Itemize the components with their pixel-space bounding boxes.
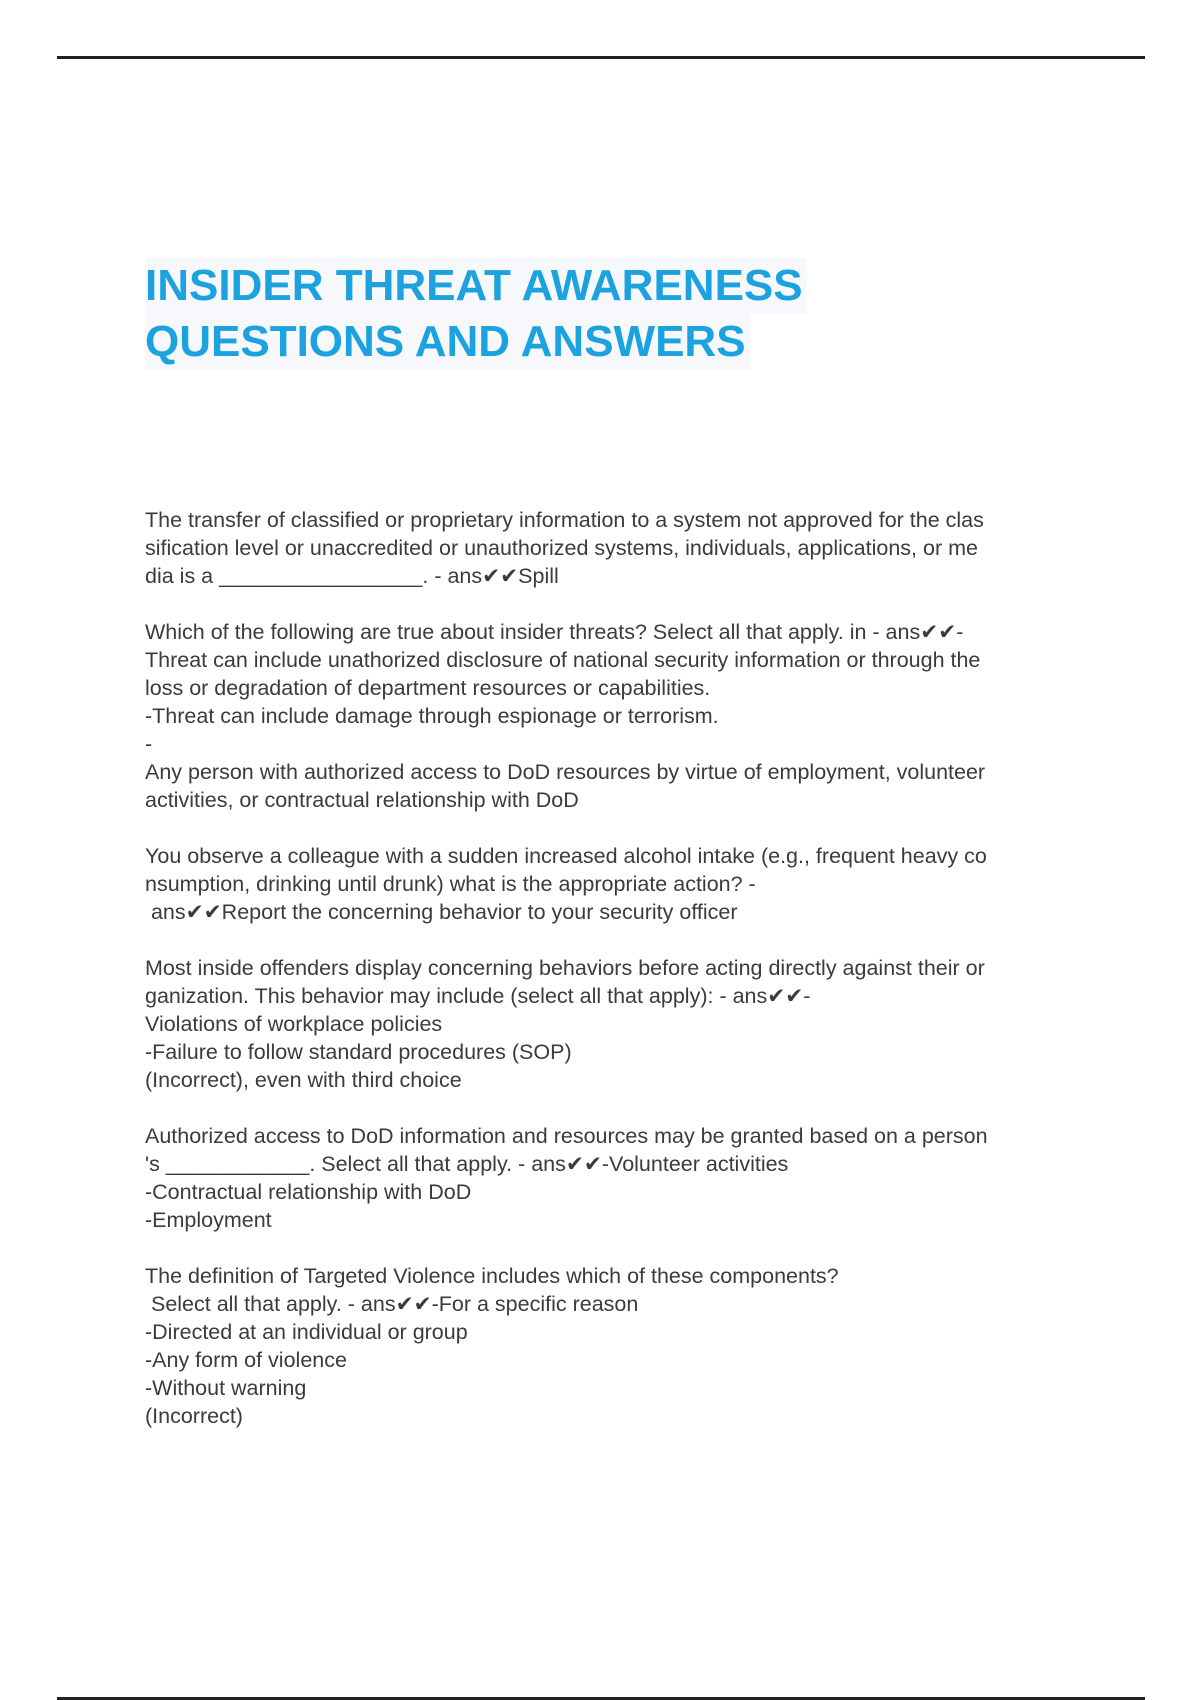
document-title [145,258,807,370]
qa-item-concerning-behaviors [145,954,1095,1094]
qa-line: dia is a _________________. - ans✔✔Spill [145,564,559,588]
qa-line: activities, or contractual relationship with DoD [145,788,579,812]
qa-line: -Contractual relationship with DoD [145,1180,472,1204]
qa-line: ans✔✔Report the concerning behavior to your security officer [145,900,738,924]
qa-line: (Incorrect), even with third choice [145,1068,462,1092]
qa-line: Violations of workplace policies [145,1012,443,1036]
qa-line: Which of the following are true about insider threats? Select all that apply. in - ans✔✔- [145,620,964,644]
qa-line: Any person with authorized access to DoD resources by virtue of employment, volunteer [145,760,986,784]
qa-item-targeted-violence [145,1262,1095,1430]
qa-line: -Directed at an individual or group [145,1320,468,1344]
qa-line: Authorized access to DoD information and resources may be granted based on a person [145,1124,988,1148]
qa-line: The definition of Targeted Violence includes which of these components? [145,1264,839,1288]
qa-line: The transfer of classified or proprietary information to a system not approved for the clas [145,508,984,532]
qa-line: loss or degradation of department resources or capabilities. [145,676,711,700]
qa-line: -Employment [145,1208,272,1232]
qa-line: Most inside offenders display concerning behaviors before acting directly against their or [145,956,985,980]
qa-line: -Any form of violence [145,1348,347,1372]
qa-line: ganization. This behavior may include (select all that apply): - ans✔✔- [145,984,811,1008]
header-rule [57,56,1145,59]
qa-line: Threat can include unathorized disclosure of national security information or through the [145,648,981,672]
document-title-line-2: QUESTIONS AND ANSWERS [145,314,750,370]
document-title-line-1: INSIDER THREAT AWARENESS [145,258,807,314]
qa-item-authorized-access [145,1122,1095,1234]
qa-line: - [145,732,153,756]
qa-line: 's ____________. Select all that apply. - ans✔✔-Volunteer activities [145,1152,789,1176]
qa-item-spill [145,506,1095,590]
qa-line: sification level or unaccredited or unauthorized systems, individuals, applications, or me [145,536,978,560]
qa-line: (Incorrect) [145,1404,243,1428]
qa-line: Select all that apply. - ans✔✔-For a specific reason [145,1292,639,1316]
qa-line: nsumption, drinking until drunk) what is the appropriate action? - [145,872,756,896]
qa-line: You observe a colleague with a sudden increased alcohol intake (e.g., frequent heavy co [145,844,987,868]
qa-item-alcohol-intake [145,842,1095,926]
qa-list [145,506,1095,1458]
qa-item-insider-threats [145,618,1095,814]
qa-line: -Failure to follow standard procedures (SOP) [145,1040,572,1064]
qa-line: -Threat can include damage through espionage or terrorism. [145,704,719,728]
qa-line: -Without warning [145,1376,307,1400]
